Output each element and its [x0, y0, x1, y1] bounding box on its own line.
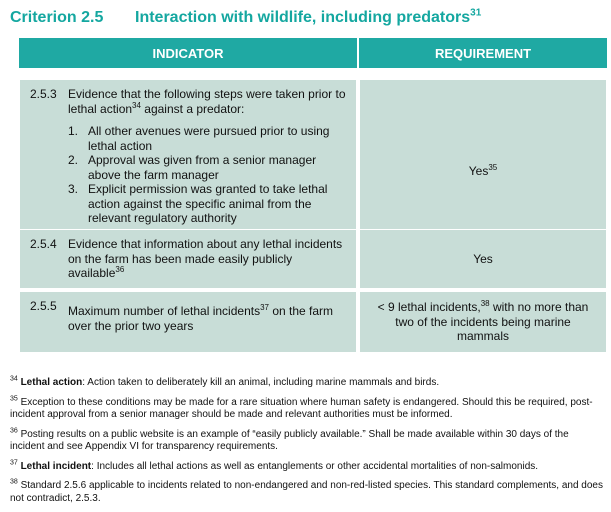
footnotes — [10, 377, 605, 512]
requirement-header: REQUIREMENT — [359, 38, 607, 68]
indicator-code: 2.5.5 — [30, 299, 57, 313]
steps-list — [68, 124, 346, 226]
title-footnote-ref: 31 — [470, 7, 482, 19]
indicator-code: 2.5.4 — [30, 237, 57, 251]
footnote-37: $^{37}$ Lethal incident: Includes all lethal actions as well as entanglements or other accidental mortalities of non-salmonids. — [10, 459, 539, 472]
footnote-34: $^{34}$ Lethal action: Action taken to deliberately kill an animal, including marine mammals and birds. — [10, 375, 440, 388]
footnote-ref: 36 — [115, 265, 125, 274]
indicator-cell-2-5-5 — [19, 291, 357, 353]
footnote-35: $^{35}$ Exception to these conditions may be made for a rare situation where human safety is endangered. Should this be required, post-incident approval from a senior manager should be made and relevant authorities must be informed. — [10, 395, 593, 420]
indicator-text: Maximum number of lethal incidents$^{37}$ on the farm over the prior two years — [68, 303, 334, 333]
requirement-cell-2-5-3: Yes$^{35}$ — [359, 79, 607, 264]
footnote-38: $^{38}$ Standard 2.5.6 applicable to incidents related to non-endangered and non-red-listed species. This standard complements, and does not contradict, 2.5.3. — [10, 478, 603, 504]
criterion-heading: Interaction with wildlife, including predators — [135, 9, 471, 26]
footnote-ref: 37 — [260, 303, 269, 312]
footnote-ref: 35 — [488, 163, 498, 173]
list-item: 2. Approval was given from a senior manager above the farm manager — [68, 153, 317, 182]
indicator-header: INDICATOR — [19, 38, 357, 68]
footnote-ref: 34 — [132, 100, 141, 110]
list-item: 3. Explicit permission was granted to take lethal action against the specific animal from the relevant regulatory authority — [68, 182, 328, 225]
criterion-number: Criterion 2.5 — [10, 9, 104, 26]
footnote-ref: 38 — [480, 299, 490, 309]
requirement-cell-2-5-4: Yes — [359, 229, 607, 289]
indicator-cell-2-5-4 — [19, 229, 357, 289]
indicator-text: Evidence that the following steps were taken prior to lethal action$^{34}$ against a predator: — [68, 87, 346, 116]
list-item: 1. All other avenues were pursued prior to using lethal action — [68, 124, 330, 153]
footnote-36: $^{36}$ Posting results on a public website is an example of “easily publicly available.” Shall be made available within 30 days of the incident and see Appendix VI for transparency requirements. — [10, 427, 569, 452]
requirement-cell-2-5-5: < 9 lethal incidents,$^{38}$ with no more than two of the incidents being marine mammals — [359, 291, 607, 353]
page-title — [10, 9, 481, 27]
indicator-code: 2.5.3 — [30, 87, 57, 101]
indicator-text: Evidence that information about any lethal incidents on the farm has been made easily publicly available$^{36}$ — [68, 237, 343, 280]
